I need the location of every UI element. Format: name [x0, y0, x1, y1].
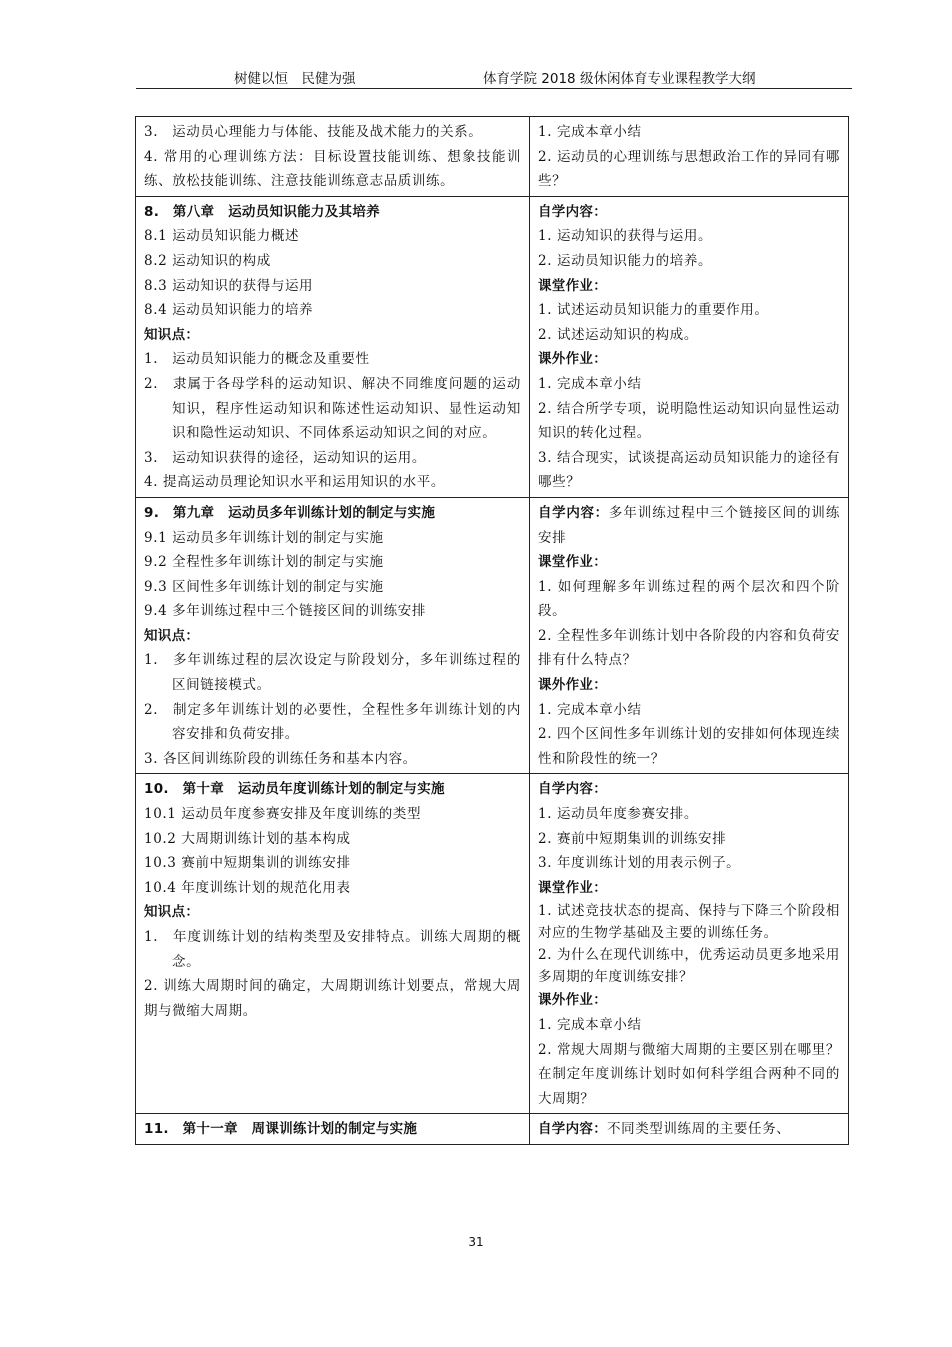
- cell-line: 2. 为什么在现代训练中，优秀运动员更多地采用多周期的年度训练安排？: [538, 947, 840, 986]
- cell-line: 1. 年度训练计划的结构类型及安排特点。训练大周期的概念。: [144, 929, 521, 970]
- cell-line: 2. 制定多年训练计划的必要性，全程性多年训练计划的内容安排和负荷安排。: [144, 701, 521, 743]
- cell-line: 4. 常用的心理训练方法：目标设置技能训练、想象技能训练、放松技能训练、注意技能训练意志品质训练。: [144, 148, 521, 190]
- cell-line: 课外作业：: [538, 677, 607, 694]
- cell-line: 2. 运动员的心理训练与思想政治工作的异同有哪些？: [538, 148, 840, 190]
- cell-line: 1. 运动员知识能力的概念及重要性: [144, 351, 370, 368]
- chapter-content-cell: [136, 117, 530, 197]
- cell-line: 1. 运动员年度参赛安排。: [538, 806, 698, 823]
- cell-line: 8.1 运动员知识能力概述: [144, 228, 300, 245]
- header-motto: 树健以恒 民健为强: [234, 71, 356, 87]
- cell-line: 知识点：: [144, 326, 200, 343]
- table-row: [136, 1114, 849, 1145]
- table-row: [136, 196, 849, 497]
- syllabus-table: [135, 116, 849, 1145]
- cell-line: 自学内容：: [538, 203, 607, 220]
- table-row: [136, 774, 849, 1114]
- assignment-cell: [530, 1114, 849, 1145]
- cell-line: 1. 完成本章小结: [538, 1017, 642, 1033]
- cell-line: 自学内容：: [538, 781, 607, 798]
- cell-line: 2. 运动员知识能力的培养。: [538, 252, 713, 269]
- cell-line: 2. 赛前中短期集训的训练安排: [538, 830, 727, 847]
- cell-line: 10.2 大周期训练计划的基本构成: [144, 830, 351, 847]
- cell-line: 8.4 运动员知识能力的培养: [144, 302, 314, 319]
- cell-line: 课堂作业：: [538, 554, 607, 571]
- cell-line: [538, 1117, 840, 1142]
- chapter-content-cell: [136, 196, 530, 497]
- assignment-cell: [530, 117, 849, 197]
- cell-line: 课堂作业：: [538, 879, 607, 896]
- section-text: 不同类型训练周的主要任务、: [607, 1121, 791, 1138]
- syllabus-table-body: [136, 117, 849, 1145]
- cell-line: 1. 完成本章小结: [538, 701, 642, 718]
- cell-line: 知识点：: [144, 627, 200, 644]
- cell-line: 1. 如何理解多年训练过程的两个层次和四个阶段。: [538, 578, 840, 620]
- cell-line: 1. 试述竞技状态的提高、保持与下降三个阶段相对应的生物学基础及主要的训练任务。: [538, 903, 840, 942]
- chapter-content-cell: [136, 497, 530, 774]
- cell-line: 1. 试述运动员知识能力的重要作用。: [538, 302, 769, 319]
- cell-line: 9.4 多年训练过程中三个链接区间的训练安排: [144, 603, 426, 620]
- cell-line: 课堂作业：: [538, 277, 607, 294]
- cell-line: 2. 常规大周期与微缩大周期的主要区别在哪里？在制定年度训练计划时如何科学组合两种不同的大周期？: [538, 1041, 840, 1107]
- cell-line: 8.3 运动知识的获得与运用: [144, 277, 314, 294]
- cell-line: 1. 完成本章小结: [538, 375, 642, 392]
- cell-line: 9.2 全程性多年训练计划的制定与实施: [144, 554, 384, 571]
- cell-line: 10.1 运动员年度参赛安排及年度训练的类型: [144, 806, 422, 823]
- page-number: 31: [468, 1235, 484, 1249]
- table-row: [136, 497, 849, 774]
- assignment-cell: [530, 497, 849, 774]
- cell-line: 2. 结合所学专项，说明隐性运动知识向显性运动知识的转化过程。: [538, 400, 840, 442]
- cell-line: 2. 隶属于各母学科的运动知识、解决不同维度问题的运动知识，程序性运动知识和陈述性运动知识、显性运动知识和隐性运动知识、不同体系运动知识之间的对应。: [144, 375, 521, 442]
- section-text: 多年训练过程中三个链接区间的训练安排: [538, 504, 841, 546]
- cell-line: 课外作业：: [538, 992, 607, 1009]
- cell-line: 11. 第十一章 周课训练计划的制定与实施: [144, 1121, 418, 1138]
- cell-line: [538, 501, 840, 550]
- cell-line: 8. 第八章 运动员知识能力及其培养: [144, 203, 380, 220]
- cell-line: 3. 结合现实，试谈提高运动员知识能力的途径有哪些？: [538, 449, 840, 491]
- cell-line: 4. 提高运动员理论知识水平和运用知识的水平。: [144, 474, 445, 491]
- cell-line: 9. 第九章 运动员多年训练计划的制定与实施: [144, 504, 436, 521]
- chapter-content-cell: [136, 1114, 530, 1145]
- cell-line: 9.1 运动员多年训练计划的制定与实施: [144, 529, 384, 546]
- cell-line: 1. 完成本章小结: [538, 124, 642, 140]
- cell-line: 2. 四个区间性多年训练计划的安排如何体现连续性和阶段性的统一？: [538, 726, 840, 767]
- cell-line: 课外作业：: [538, 351, 607, 368]
- cell-line: 8.2 运动知识的构成: [144, 252, 271, 269]
- cell-line: 2. 训练大周期时间的确定，大周期训练计划要点，常规大周期与微缩大周期。: [144, 978, 521, 1019]
- cell-line: 3. 运动员心理能力与体能、技能及战术能力的关系。: [144, 124, 483, 140]
- page-header: [136, 66, 852, 89]
- cell-line: 9.3 区间性多年训练计划的制定与实施: [144, 578, 384, 595]
- assignment-cell: [530, 196, 849, 497]
- assignment-cell: [530, 774, 849, 1114]
- chapter-content-cell: [136, 774, 530, 1114]
- cell-line: 3. 年度训练计划的用表示例子。: [538, 855, 741, 872]
- table-row: [136, 117, 849, 197]
- cell-line: 10. 第十章 运动员年度训练计划的制定与实施: [144, 781, 445, 798]
- cell-line: 2. 试述运动知识的构成。: [538, 326, 698, 343]
- section-label: 自学内容：: [538, 1121, 607, 1138]
- section-label: 自学内容：: [538, 504, 609, 521]
- cell-line: 1. 运动知识的获得与运用。: [538, 228, 713, 245]
- cell-line: 3. 运动知识获得的途径，运动知识的运用。: [144, 449, 426, 466]
- cell-line: 2. 全程性多年训练计划中各阶段的内容和负荷安排有什么特点？: [538, 627, 840, 669]
- cell-line: 3. 各区间训练阶段的训练任务和基本内容。: [144, 750, 417, 767]
- cell-line: 10.4 年度训练计划的规范化用表: [144, 879, 351, 896]
- cell-line: 知识点：: [144, 904, 200, 921]
- cell-line: 10.3 赛前中短期集训的训练安排: [144, 855, 351, 872]
- header-title: 体育学院 2018 级休闲体育专业课程教学大纲: [483, 71, 756, 87]
- cell-line: 1. 多年训练过程的层次设定与阶段划分，多年训练过程的区间链接模式。: [144, 652, 521, 694]
